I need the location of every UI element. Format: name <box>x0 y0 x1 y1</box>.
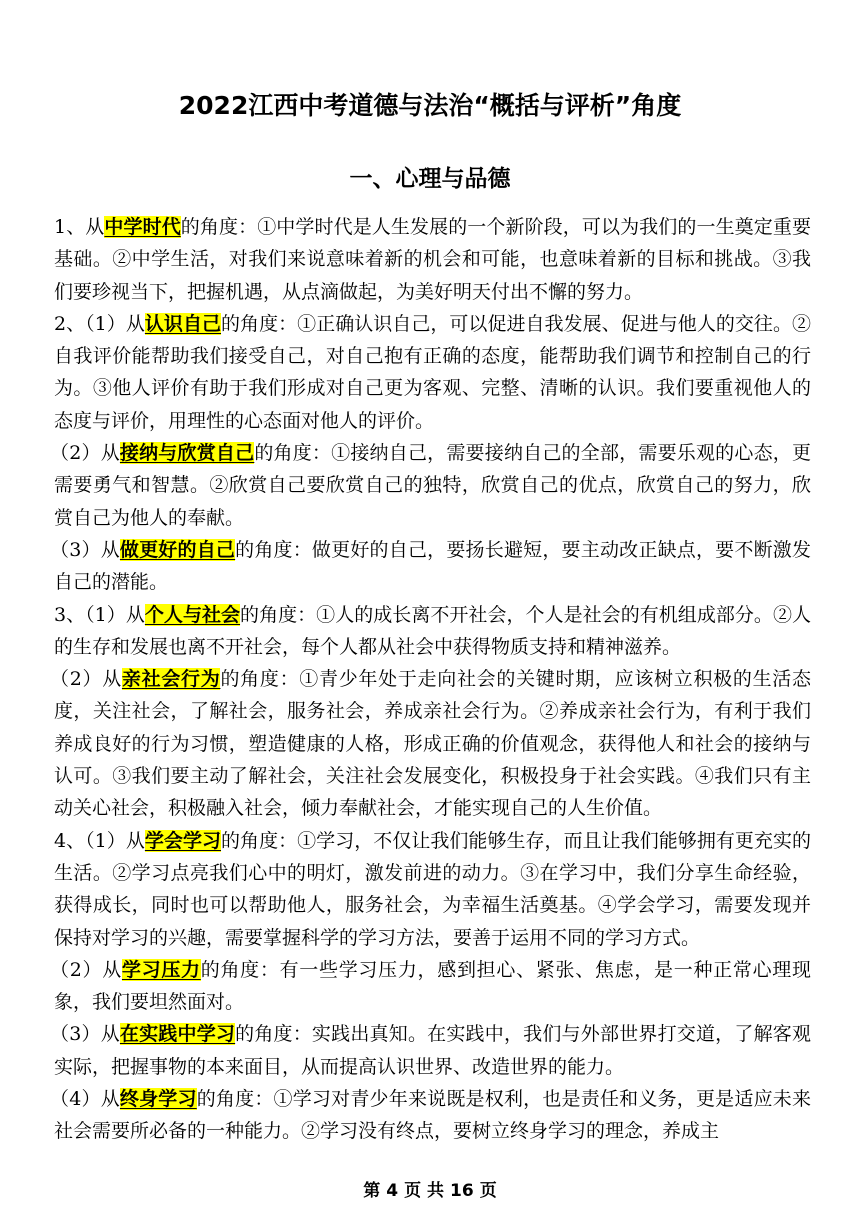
paragraph-prefix: （3）从 <box>50 1023 120 1046</box>
paragraph-prefix: （3）从 <box>50 538 120 561</box>
paragraph-2 <box>54 308 811 437</box>
highlighted-keyword: 接纳与欣赏自己 <box>119 442 255 465</box>
paragraph-prefix: （2）从 <box>50 442 120 465</box>
highlighted-keyword: 学习压力 <box>121 958 201 981</box>
paragraph-7 <box>54 825 811 954</box>
paragraph-text: 的角度：①人的成长离不开社会，个人是社会的有机组成部分。②人的生存和发展也离不开社会，每个人都从社会中获得物质支持和精神滋养。 <box>54 603 811 658</box>
highlighted-keyword: 学会学习 <box>144 829 222 852</box>
current-page-number: 4 <box>386 1181 399 1201</box>
page-footer <box>0 1176 860 1201</box>
paragraph-text: 的角度：①学习，不仅让我们能够生存，而且让我们能够拥有更充实的生活。②学习点亮我们心中的明灯，激发前进的动力。③在学习中，我们分享生命经验，获得成长，同时也可以帮助他人，服务社会，为幸福生活奠基。④学会学习，需要发现并保持对学习的兴趣，需要掌握科学的学习方法，要善于运用不同的学习方式。 <box>54 829 811 949</box>
total-pages-number: 16 <box>450 1181 474 1201</box>
paragraph-text: 的角度：有一些学习压力，感到担心、紧张、焦虑，是一种正常心理现象，我们要坦然面对。 <box>54 958 811 1014</box>
paragraph-1 <box>54 211 811 308</box>
footer-prefix: 第 <box>363 1181 381 1201</box>
paragraph-text: 的角度：实践出真知。在实践中，我们与外部世界打交道，了解客观实际，把握事物的本来面目，从而提高认识世界、改造世界的能力。 <box>54 1023 811 1078</box>
section-title: 一、心理与品德 <box>349 166 511 192</box>
paragraph-8 <box>50 954 811 1019</box>
paragraph-prefix: 3、（1）从 <box>54 603 145 626</box>
footer-suffix: 页 <box>479 1181 497 1201</box>
paragraph-prefix: 4、（1）从 <box>54 829 145 852</box>
document-title: 2022江西中考道德与法治“概括与评析”角度 <box>178 91 682 120</box>
paragraph-text: 的角度：①学习对青少年来说既是权利，也是责任和义务，更是适应未来社会需要所必备的一种能力。②学习没有终点，要树立终身学习的理念，养成主 <box>54 1088 811 1143</box>
highlighted-keyword: 认识自己 <box>144 312 222 335</box>
paragraph-5 <box>54 599 811 664</box>
paragraph-prefix: 2、（1）从 <box>54 312 145 335</box>
paragraph-prefix: （4）从 <box>50 1088 120 1111</box>
footer-middle: 页 共 <box>404 1181 445 1201</box>
highlighted-keyword: 终身学习 <box>119 1088 197 1111</box>
paragraph-prefix: 1、从 <box>54 216 105 238</box>
paragraph-9 <box>50 1018 811 1083</box>
paragraph-3 <box>50 437 811 534</box>
paragraph-10 <box>50 1083 811 1148</box>
document-body <box>50 211 811 1148</box>
highlighted-keyword: 亲社会行为 <box>121 668 221 691</box>
paragraph-text: 的角度：①青少年处于走向社会的关键时期，应该树立积极的生活态度，关注社会，了解社会，服务社会，养成亲社会行为。②养成亲社会行为，有利于我们养成良好的行为习惯，塑造健康的人格，形成正确的价值观念，获得他人和社会的接纳与认可。③我们要主动了解社会，关注社会发展变化，积极投身于社会实践。④我们只有主动关心社会，积极融入社会，倾力奉献社会，才能实现自己的人生价值。 <box>54 668 811 820</box>
paragraph-text: 的角度：做更好的自己，要扬长避短，要主动改正缺点，要不断激发自己的潜能。 <box>54 538 811 594</box>
paragraph-prefix: （2）从 <box>50 958 122 981</box>
highlighted-keyword: 个人与社会 <box>144 603 241 626</box>
highlighted-keyword: 做更好的自己 <box>119 538 236 561</box>
paragraph-6 <box>50 663 811 824</box>
highlighted-keyword: 中学时代 <box>104 216 181 238</box>
highlighted-keyword: 在实践中学习 <box>119 1023 236 1046</box>
paragraph-prefix: （2）从 <box>50 668 122 691</box>
paragraph-text: 的角度：①接纳自己，需要接纳自己的全部，需要乐观的心态，更需要勇气和智慧。②欣赏自己要欣赏自己的独特，欣赏自己的优点，欣赏自己的努力，欣赏自己为他人的奉献。 <box>54 442 811 529</box>
paragraph-4 <box>50 534 811 599</box>
paragraph-text: 的角度：①中学时代是人生发展的一个新阶段，可以为我们的一生奠定重要基础。②中学生活，对我们来说意味着新的机会和可能，也意味着新的目标和挑战。③我们要珍视当下，把握机遇，从点滴做起，为美好明天付出不懈的努力。 <box>54 216 811 303</box>
paragraph-text: 的角度：①正确认识自己，可以促进自我发展、促进与他人的交往。②自我评价能帮助我们接受自己，对自己抱有正确的态度，能帮助我们调节和控制自己的行为。③他人评价有助于我们形成对自己更为客观、完整、清晰的认识。我们要重视他人的态度与评价，用理性的心态面对他人的评价。 <box>54 312 811 432</box>
